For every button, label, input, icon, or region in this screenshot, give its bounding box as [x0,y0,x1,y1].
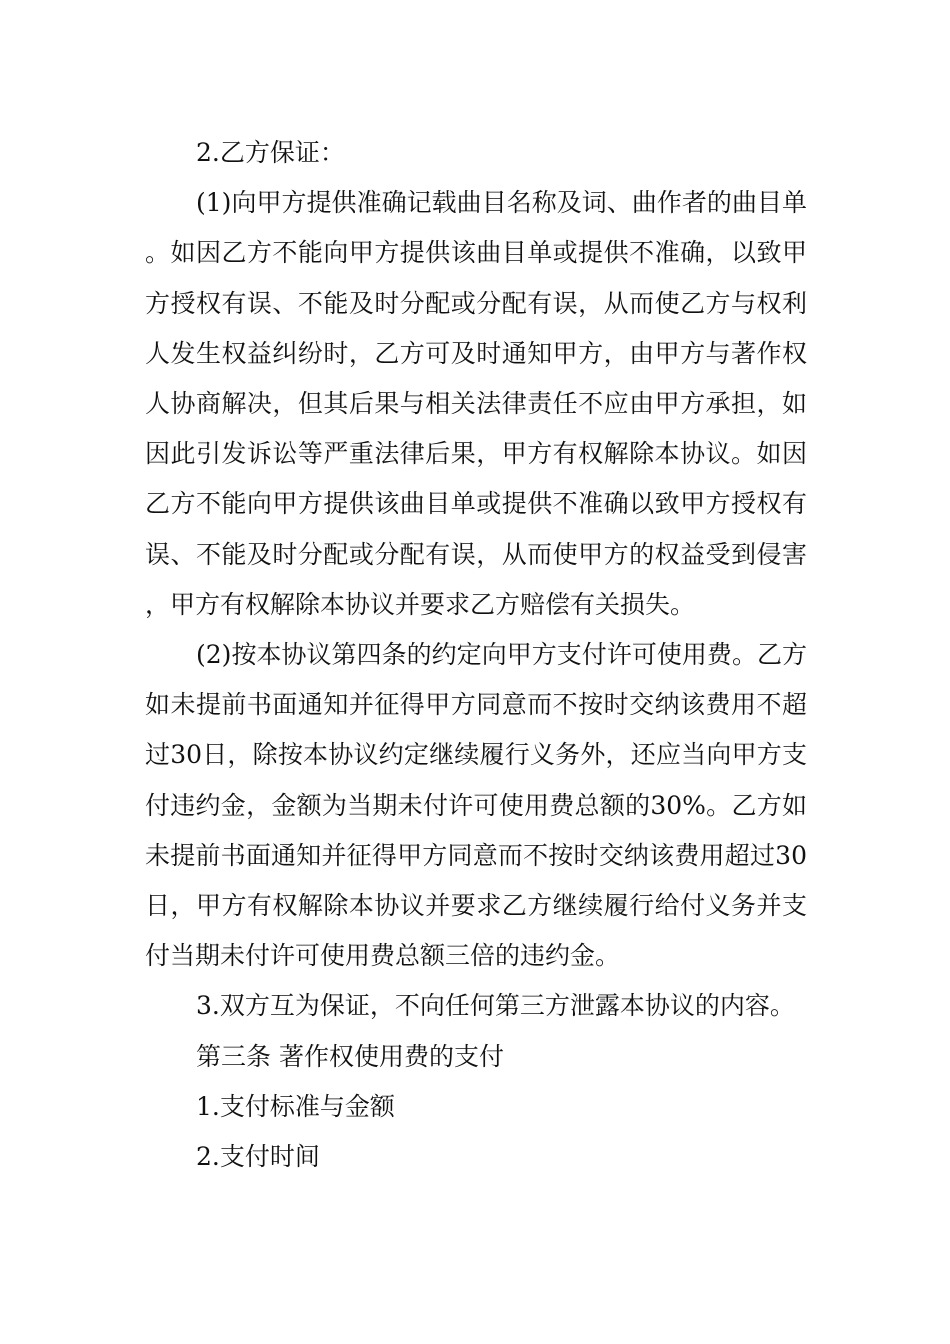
paragraph-payment-standard: 1.支付标准与金额 [196,1091,395,1121]
article-three-heading: 第三条 著作权使用费的支付 [196,1041,504,1071]
paragraph-mutual-guarantee: 3.双方互为保证，不向任何第三方泄露本协议的内容。 [196,991,795,1021]
paragraph-guarantee-item-1: (1)向甲方提供准确记载曲目名称及词、曲作者的曲目单。如因乙方不能向甲方提供该曲目单或提供不准确，以致甲方授权有误、不能及时分配或分配有误，从而使乙方与权利人发生权益纠纷时，乙方可及时通知甲方，由甲方与著作权人协商解决，但其后果与相关法律责任不应由甲方承担，如因此引发诉讼等严重法律后果，甲方有权解除本协议。如因乙方不能向甲方提供该曲目单或提供不准确以致甲方授权有误、不能及时分配或分配有误，从而使甲方的权益受到侵害，甲方有权解除本协议并要求乙方赔偿有关损失。 [145,188,807,619]
paragraph-party-b-guarantee-heading: 2.乙方保证： [196,138,345,167]
paragraph-guarantee-item-2: (2)按本协议第四条的约定向甲方支付许可使用费。乙方如未提前书面通知并征得甲方同意而不按时交纳该费用不超过30日，除按本协议约定继续履行义务外，还应当向甲方支付违约金，金额为当期未付许可使用费总额的30%。乙方如未提前书面通知并征得甲方同意而不按时交纳该费用超过30日，甲方有权解除本协议并要求乙方继续履行给付义务并支付当期未付许可使用费总额三倍的违约金。 [145,640,807,971]
paragraph-payment-time: 2.支付时间 [196,1142,320,1172]
document-body [145,128,807,1182]
